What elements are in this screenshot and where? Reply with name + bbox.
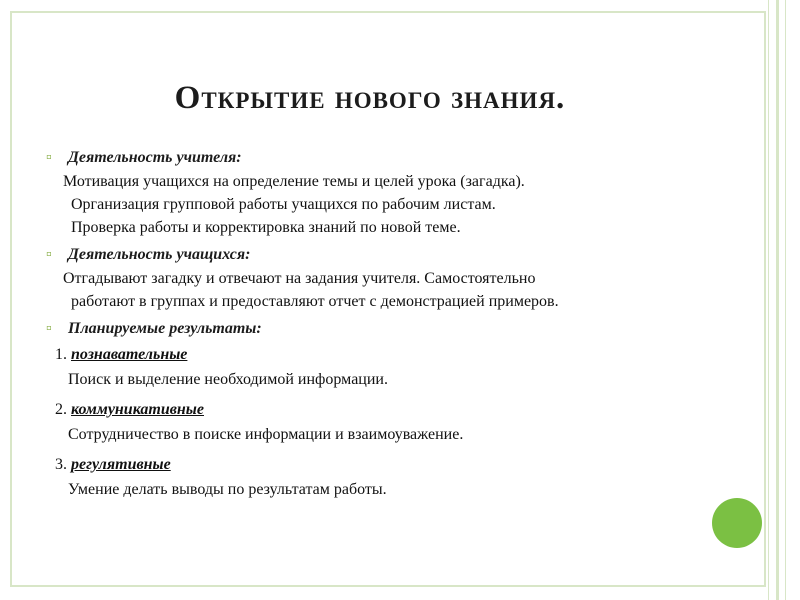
result-number: 3. xyxy=(55,456,67,473)
students-line-1: Отгадывают загадку и отвечают на задания учителя. Самостоятельно xyxy=(63,270,536,287)
slide-content xyxy=(46,144,696,506)
section-heading-teacher xyxy=(46,146,696,170)
result-item-3 xyxy=(46,451,696,478)
teacher-line-3: Проверка работы и корректировка знаний по новой теме. xyxy=(71,219,461,236)
result-title: коммуникативные xyxy=(71,401,204,418)
green-circle-decoration xyxy=(712,498,762,548)
result-item-1 xyxy=(46,341,696,368)
students-line-2: работают в группах и предоставляют отчет с демонстрацией примеров. xyxy=(71,293,559,310)
teacher-line-2: Организация групповой работы учащихся по рабочим листам. xyxy=(71,196,496,213)
section-heading-text: Деятельность учителя: xyxy=(68,149,242,166)
square-outline-icon: ▫ xyxy=(46,149,52,166)
section-heading-students xyxy=(46,243,696,267)
decorative-side-lines xyxy=(768,0,786,600)
section-heading-text: Деятельность учащихся: xyxy=(68,246,251,263)
result-text-3: Умение делать выводы по результатам работы. xyxy=(68,481,387,498)
square-outline-icon: ▫ xyxy=(46,320,52,337)
result-number: 1. xyxy=(55,346,67,363)
result-title: познавательные xyxy=(71,346,188,363)
result-text-2: Сотрудничество в поиске информации и взаимоуважение. xyxy=(68,426,464,443)
result-title: регулятивные xyxy=(71,456,171,473)
slide-title: Открытие нового знания. xyxy=(174,80,566,116)
result-text-1: Поиск и выделение необходимой информации. xyxy=(68,371,388,388)
section-heading-results xyxy=(46,317,696,341)
teacher-line-1: Мотивация учащихся на определение темы и целей урока (загадка). xyxy=(63,173,525,190)
section-heading-text: Планируемые результаты: xyxy=(68,320,262,337)
result-item-2 xyxy=(46,396,696,423)
square-outline-icon: ▫ xyxy=(46,246,52,263)
result-number: 2. xyxy=(55,401,67,418)
